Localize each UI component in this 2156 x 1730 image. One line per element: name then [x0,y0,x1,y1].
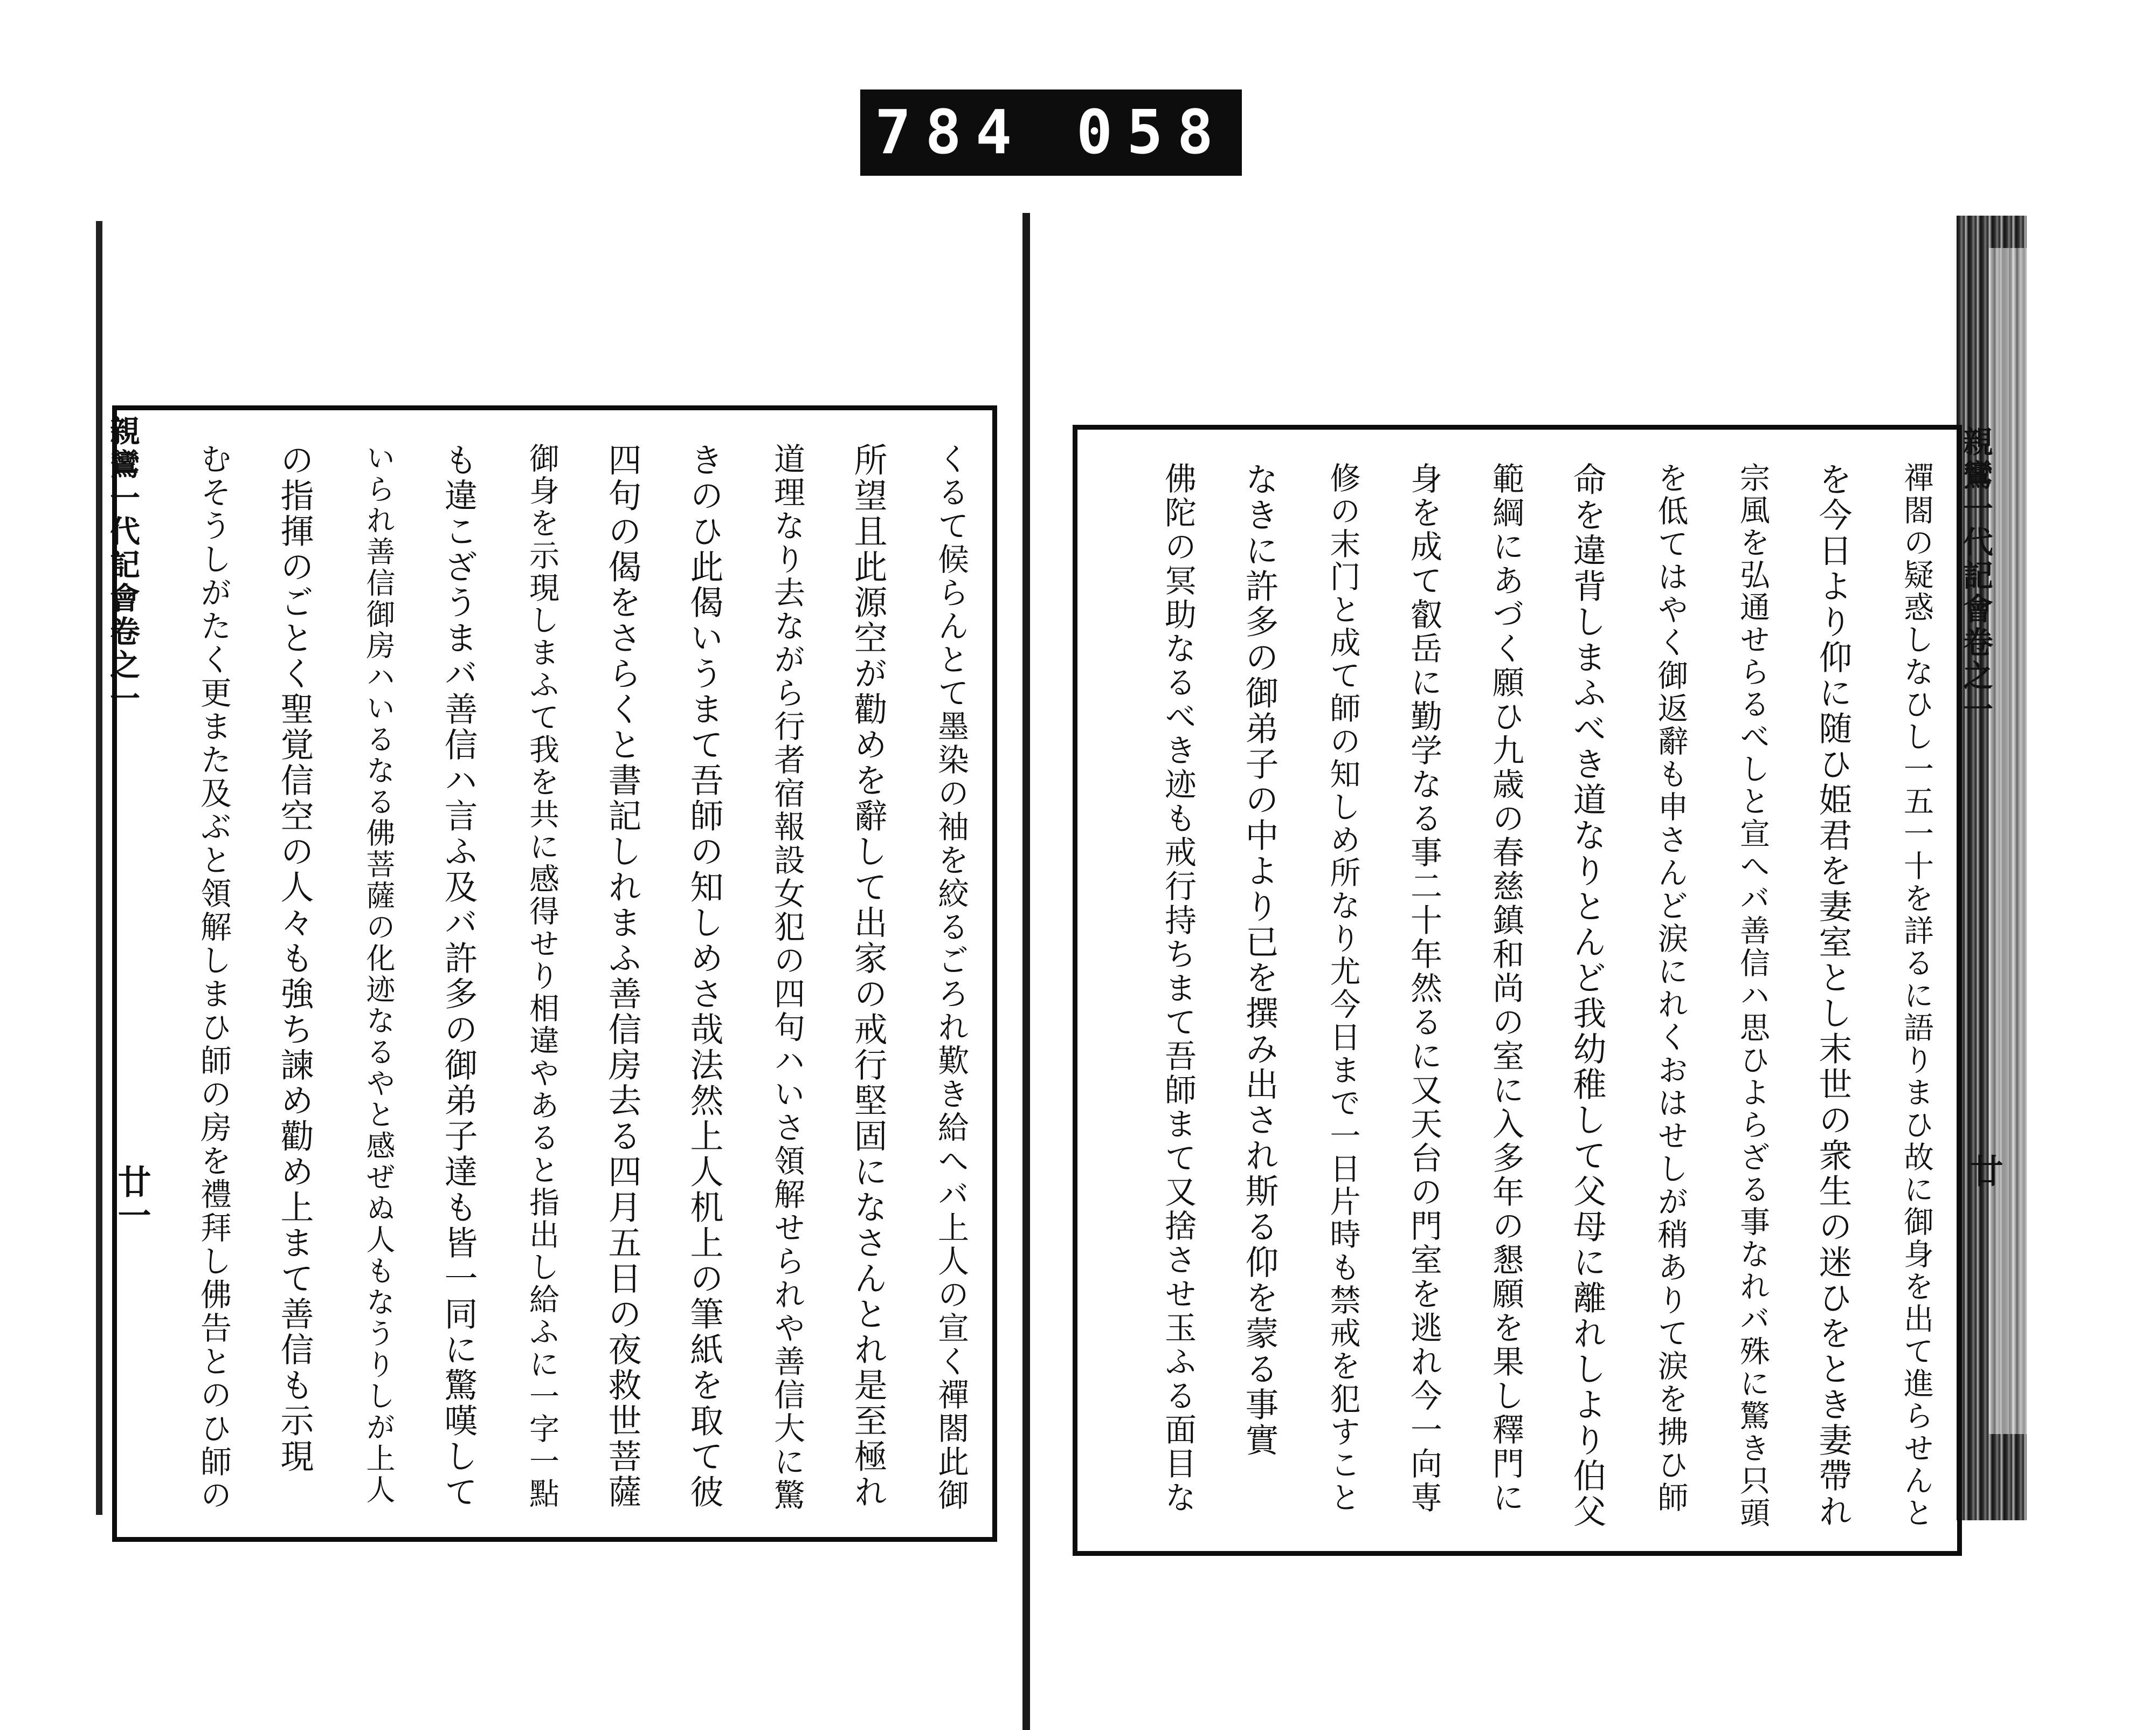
left-page-margin-title: 親鸞一代記會卷之一 [105,415,141,716]
left-text-column: むそうしがたく更また及ぶと領解しまひ師の房を禮拜し佛告とのひ師の [195,443,232,1512]
frame-number-text: 784 058 [874,98,1227,168]
left-text-column: いられ善信御房ハいるなる佛菩薩の化迹なるやと感ぜぬ人もなうりしが上人 [362,443,396,1506]
right-text-column: 修の末门と成て師の知しめ所なり尤今日まで一日片時も禁戒を犯すこと [1325,462,1360,1514]
left-text-column: の指揮のごとく聖覚信空の人々も強ち諫め勸め上まて善信も示現 [275,443,314,1474]
right-text-column: 禪閤の疑惑しなひし一五一十を詳るに語りまひ故に御身を出て進らせんと [1899,462,1934,1529]
right-text-column: を今日より仰に随ひ姫君を妻室とし末世の衆生の迷ひをとき妻帶れ [1813,462,1853,1529]
right-text-column: なきに許多の御弟子の中より已を撰み出され斯る仰を蒙る事實 [1240,462,1279,1458]
right-text-frame [1073,425,1962,1556]
left-text-column: 道理なり去ながら行者宿報設女犯の四句ハいさ領解せられや善信大に驚 [769,443,805,1512]
left-text-column: きのひ此偈いうまて吾師の知しめさ哉法然上人机上の筆紙を取て彼 [685,443,724,1510]
left-text-frame [112,405,997,1542]
book-gutter [1022,213,1030,1730]
right-text-column: 身を成て叡岳に勤学なる事二十年然るに又天台の門室を逃れ今一向専 [1405,462,1442,1515]
right-text-column: 範綱にあづく願ひ九歳の春慈鎮和尚の室に入多年の懇願を果し釋門に [1487,462,1524,1515]
right-text-column: 宗風を弘通せらるべしと宣へバ善信ハ思ひよらざる事なれバ殊に驚き只頭 [1735,462,1770,1529]
right-text-column: 命を違背しまふべき道なりとんど我幼稚して父母に離れしより伯父 [1567,462,1607,1529]
left-text-column: くるて候らんとて墨染の袖を絞るごろれ歎き給へバ上人の宣く禪閤此御 [932,443,969,1512]
left-text-column: 所望且此源空が勸めを辭して出家の戒行堅固になさんとれ是至極れ [848,443,888,1510]
left-text-column: 四句の偈をさらくと書記しれまふ善信房去る四月五日の夜救世菩薩 [603,443,642,1510]
right-page-margin-title: 親鸞一代記會卷之一 [1958,426,1994,727]
left-text-column: 御身を示現しまふて我を共に感得せり相違やあると指出し給ふに一字一點 [524,443,559,1510]
right-text-column: を低てはやく御返辭も申さんど涙にれくおはせしが稍ありて涙を拂ひ師 [1653,462,1688,1514]
left-page-folio: 廿一 [112,1164,151,1231]
left-text-column: も違こざうまバ善信ハ言ふ及バ許多の御弟子達も皆一同に驚嘆して [439,443,478,1510]
microfilm-frame-number [860,89,1242,176]
right-text-column: 佛陀の冥助なるべき迹も戒行持ちまて吾師まて又捨させ玉ふる面目な [1159,462,1197,1515]
right-page-folio: 廿 [1964,1154,2003,1187]
